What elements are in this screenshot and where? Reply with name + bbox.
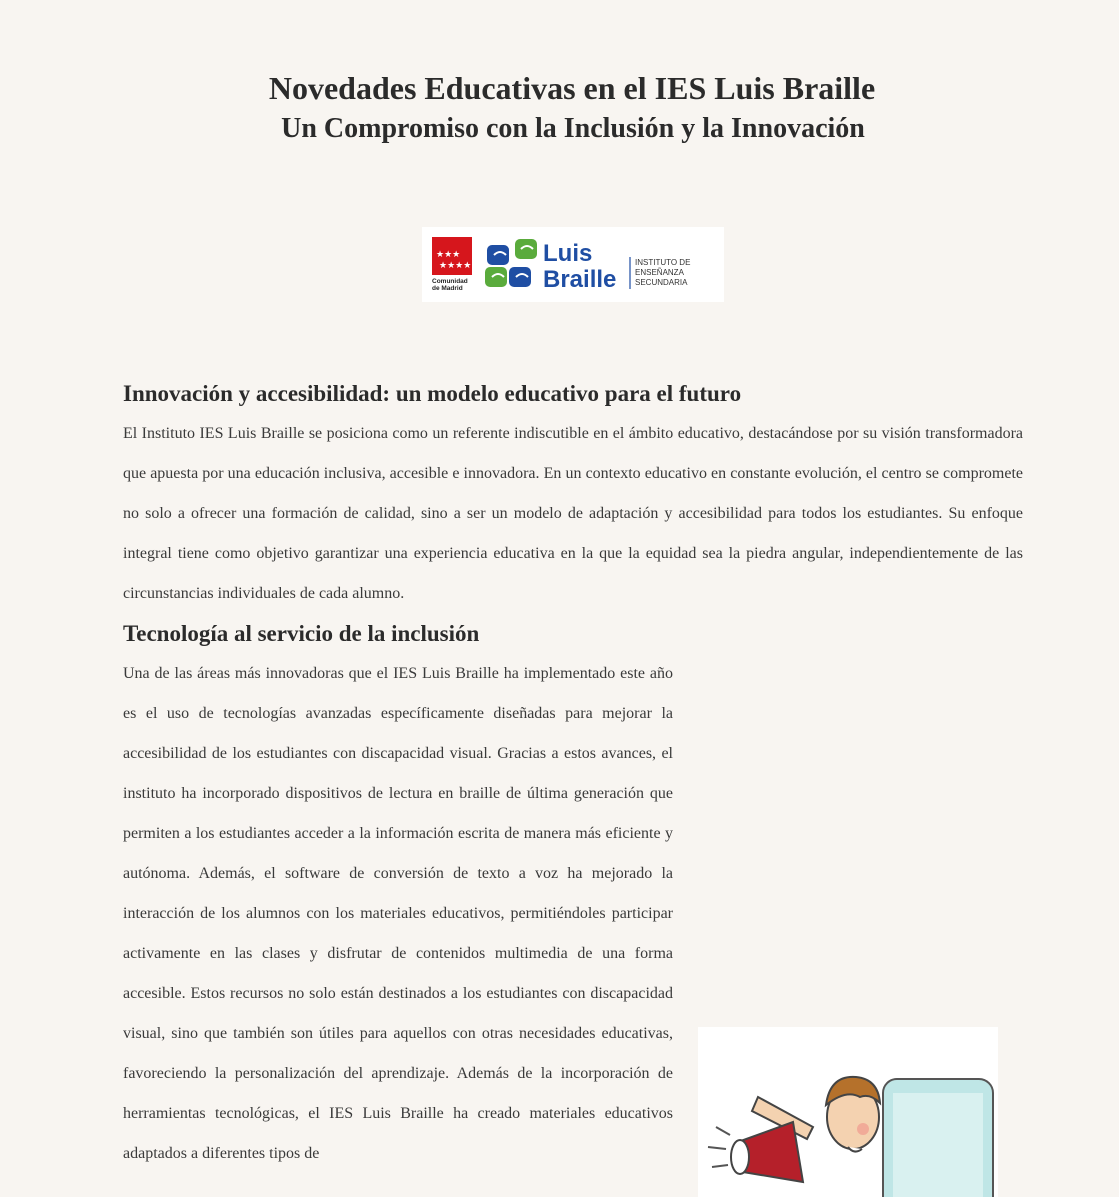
madrid-text-2: de Madrid [432, 285, 463, 292]
logo-name-luis: Luis [543, 240, 593, 267]
logo-name-braille: Braille [543, 266, 617, 293]
braille-emblem-icon [485, 239, 537, 287]
section-heading: Tecnología al servicio de la inclusión [123, 621, 480, 646]
title-block [123, 68, 1023, 150]
section-body: El Instituto IES Luis Braille se posiciona como un referente indiscutible en el ámbito educativo, destacándose por su visión transformadora que apuesta por una educación inclusiva, accesible e innovadora. En un contexto educativo en constante evolución, el centro se compromete no solo a ofrecer una formación de calidad, sino a ser un modelo de adaptación y accesibilidad para todos los estudiantes. Su enfoque integral tiene como objetivo garantizar una experiencia educativa en la que la equidad sea la piedra angular, independientemente de las circunstancias individuales de cada alumno. [123, 425, 1023, 602]
section-heading: Innovación y accesibilidad: un modelo educativo para el futuro [123, 381, 742, 406]
svg-text:★★★★: ★★★★ [439, 261, 472, 271]
logo-tagline-1: INSTITUTO DE [635, 258, 691, 267]
madrid-text-1: Comunidad [432, 278, 468, 285]
logo-tagline-2: ENSEÑANZA [635, 268, 684, 277]
page-title: Novedades Educativas en el IES Luis Braille [268, 70, 876, 106]
school-logo [422, 227, 724, 302]
section-body: Una de las áreas más innovadoras que el IES Luis Braille ha implementado este año es el uso de tecnologías avanzadas específicamente diseñadas para mejorar la accesibilidad de los estudiantes con discapacidad visual. Gracias a estos avances, el instituto ha incorporado dispositivos de lectura en braille de última generación que permiten a los estudiantes acceder a la información escrita de manera más eficiente y autónoma. Además, el software de conversión de texto a voz ha mejorado la interacción de los alumnos con los materiales educativos, permitiéndoles participar activamente en las clases y disfrutar de contenidos multimedia de una forma accesible. Estos recursos no solo están destinados a los estudiantes con discapacidad visual, sino que también son útiles para aquellos con otras necesidades educativas, favoreciendo la personalización del aprendizaje. Además de la incorporación de herramientas tecnológicas, el IES Luis Braille ha creado materiales educativos adaptados a diferentes tipos de [123, 665, 673, 1162]
school-logo-graphic [422, 227, 724, 302]
section-innovation [123, 378, 1023, 614]
logo-tagline-3: SECUNDARIA [635, 278, 688, 287]
megaphone-illustration [698, 1027, 998, 1197]
svg-text:★★★: ★★★ [436, 250, 461, 260]
page-subtitle: Un Compromiso con la Inclusión y la Innovación [281, 113, 865, 144]
megaphone-person-icon [698, 1027, 998, 1197]
